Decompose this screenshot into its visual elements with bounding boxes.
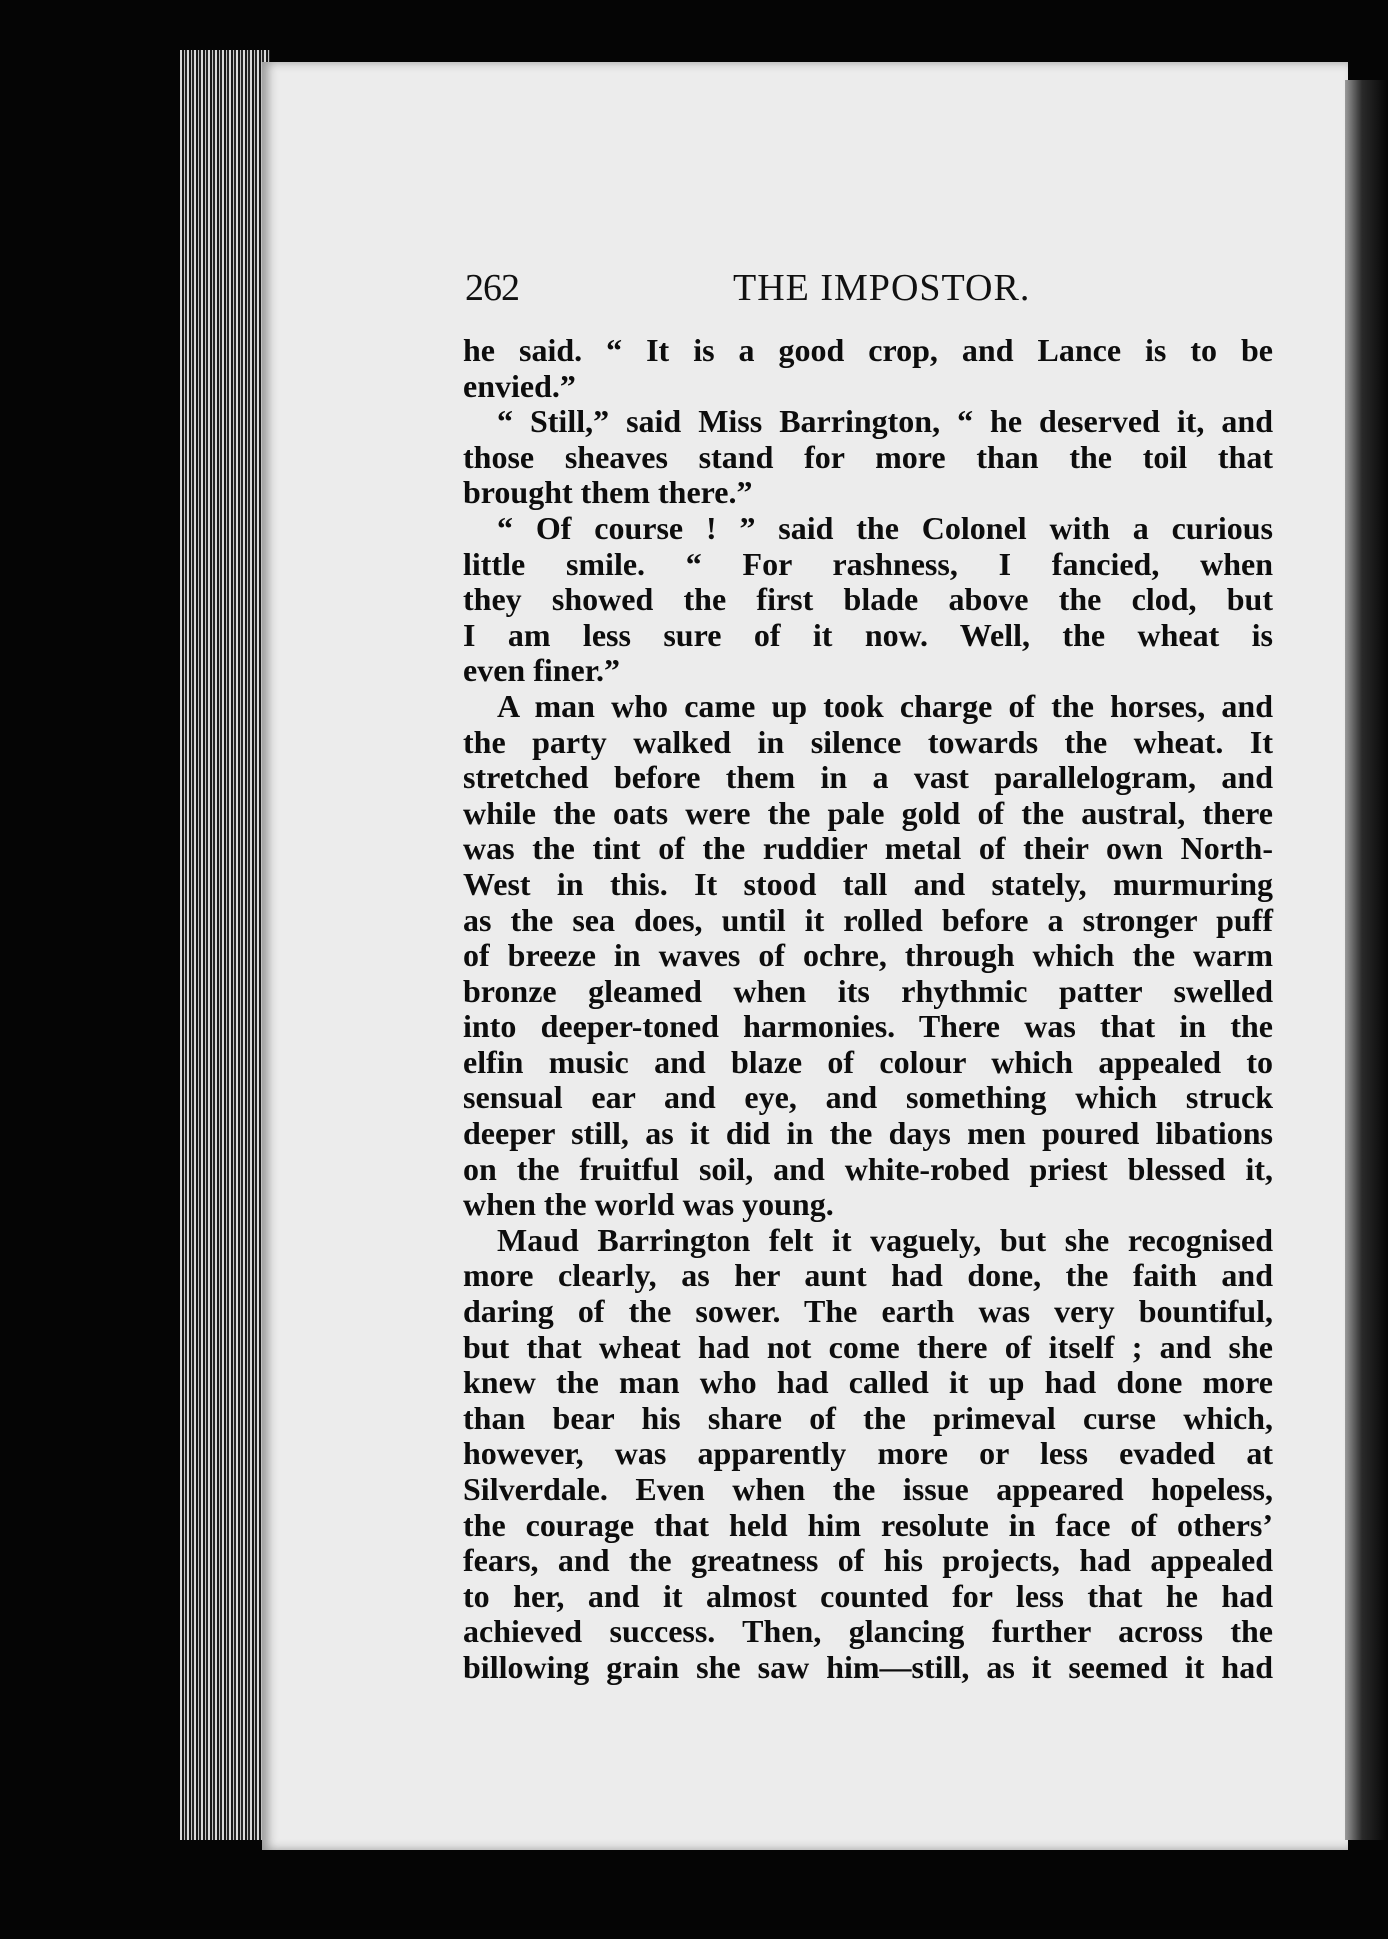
text-line: they showed the first blade above the clod, but: [463, 581, 1273, 618]
text-line: the party walked in silence towards the wheat. It: [463, 723, 1273, 760]
text-line: however, was apparently more or less evaded at: [463, 1435, 1273, 1472]
text-line: A man who came up took charge of the horses, and: [497, 687, 1273, 724]
text-line: envied.”: [463, 367, 576, 404]
text-line: achieved success. Then, glancing further across the: [463, 1613, 1273, 1650]
text-line: than bear his share of the primeval curse which,: [463, 1399, 1273, 1436]
text-line: bronze gleamed when its rhythmic patter swelled: [463, 972, 1273, 1009]
page-header: [465, 266, 1265, 316]
text-line: brought them there.”: [463, 474, 753, 511]
text-line: as the sea does, until it rolled before a stronger puff: [463, 901, 1273, 938]
body-text: [463, 333, 1273, 1686]
running-title: THE IMPOSTOR.: [733, 267, 1031, 309]
text-line: “ Of course ! ” said the Colonel with a curious: [497, 509, 1273, 546]
text-line: while the oats were the pale gold of the austral, there: [463, 794, 1273, 831]
text-line: he said. “ It is a good crop, and Lance is to be: [463, 332, 1273, 368]
text-line: was the tint of the ruddier metal of their own North-: [463, 830, 1273, 867]
text-line: deeper still, as it did in the days men poured libations: [463, 1115, 1273, 1152]
text-line: the courage that held him resolute in face of others’: [463, 1506, 1273, 1543]
text-line: I am less sure of it now. Well, the wheat is: [463, 616, 1273, 653]
text-line: sensual ear and eye, and something which struck: [463, 1079, 1273, 1116]
text-line: even finer.”: [463, 652, 621, 689]
text-line: fears, and the greatness of his projects, had appealed: [463, 1542, 1273, 1579]
text-line: Maud Barrington felt it vaguely, but she recognised: [497, 1221, 1273, 1258]
text-line: Silverdale. Even when the issue appeared hopeless,: [463, 1471, 1273, 1507]
text-line: into deeper-toned harmonies. There was that in the: [463, 1008, 1273, 1045]
text-line: “ Still,” said Miss Barrington, “ he deserved it, and: [497, 403, 1273, 440]
text-line: of breeze in waves of ochre, through which the warm: [463, 937, 1273, 974]
text-line: little smile. “ For rashness, I fancied, when: [463, 545, 1273, 582]
text-line: knew the man who had called it up had done more: [463, 1364, 1273, 1401]
text-line: but that wheat had not come there of itself ; and she: [463, 1328, 1273, 1365]
text-line: when the world was young.: [463, 1186, 834, 1223]
text-line: daring of the sower. The earth was very bountiful,: [463, 1293, 1273, 1330]
page-edges: [180, 50, 270, 1840]
text-line: more clearly, as her aunt had done, the faith and: [463, 1257, 1273, 1294]
text-line: West in this. It stood tall and stately, murmuring: [463, 865, 1273, 902]
page-gutter-shadow: [1345, 80, 1388, 1840]
text-line: to her, and it almost counted for less that he had: [463, 1577, 1273, 1614]
text-line: stretched before them in a vast parallelogram, and: [463, 759, 1273, 796]
text-line: billowing grain she saw him—still, as it seemed it had: [463, 1648, 1273, 1685]
page-number: 262: [465, 267, 519, 309]
text-line: those sheaves stand for more than the toil that: [463, 438, 1273, 475]
text-line: elfin music and blaze of colour which appealed to: [463, 1043, 1273, 1080]
text-line: on the fruitful soil, and white-robed priest blessed it,: [463, 1150, 1273, 1187]
